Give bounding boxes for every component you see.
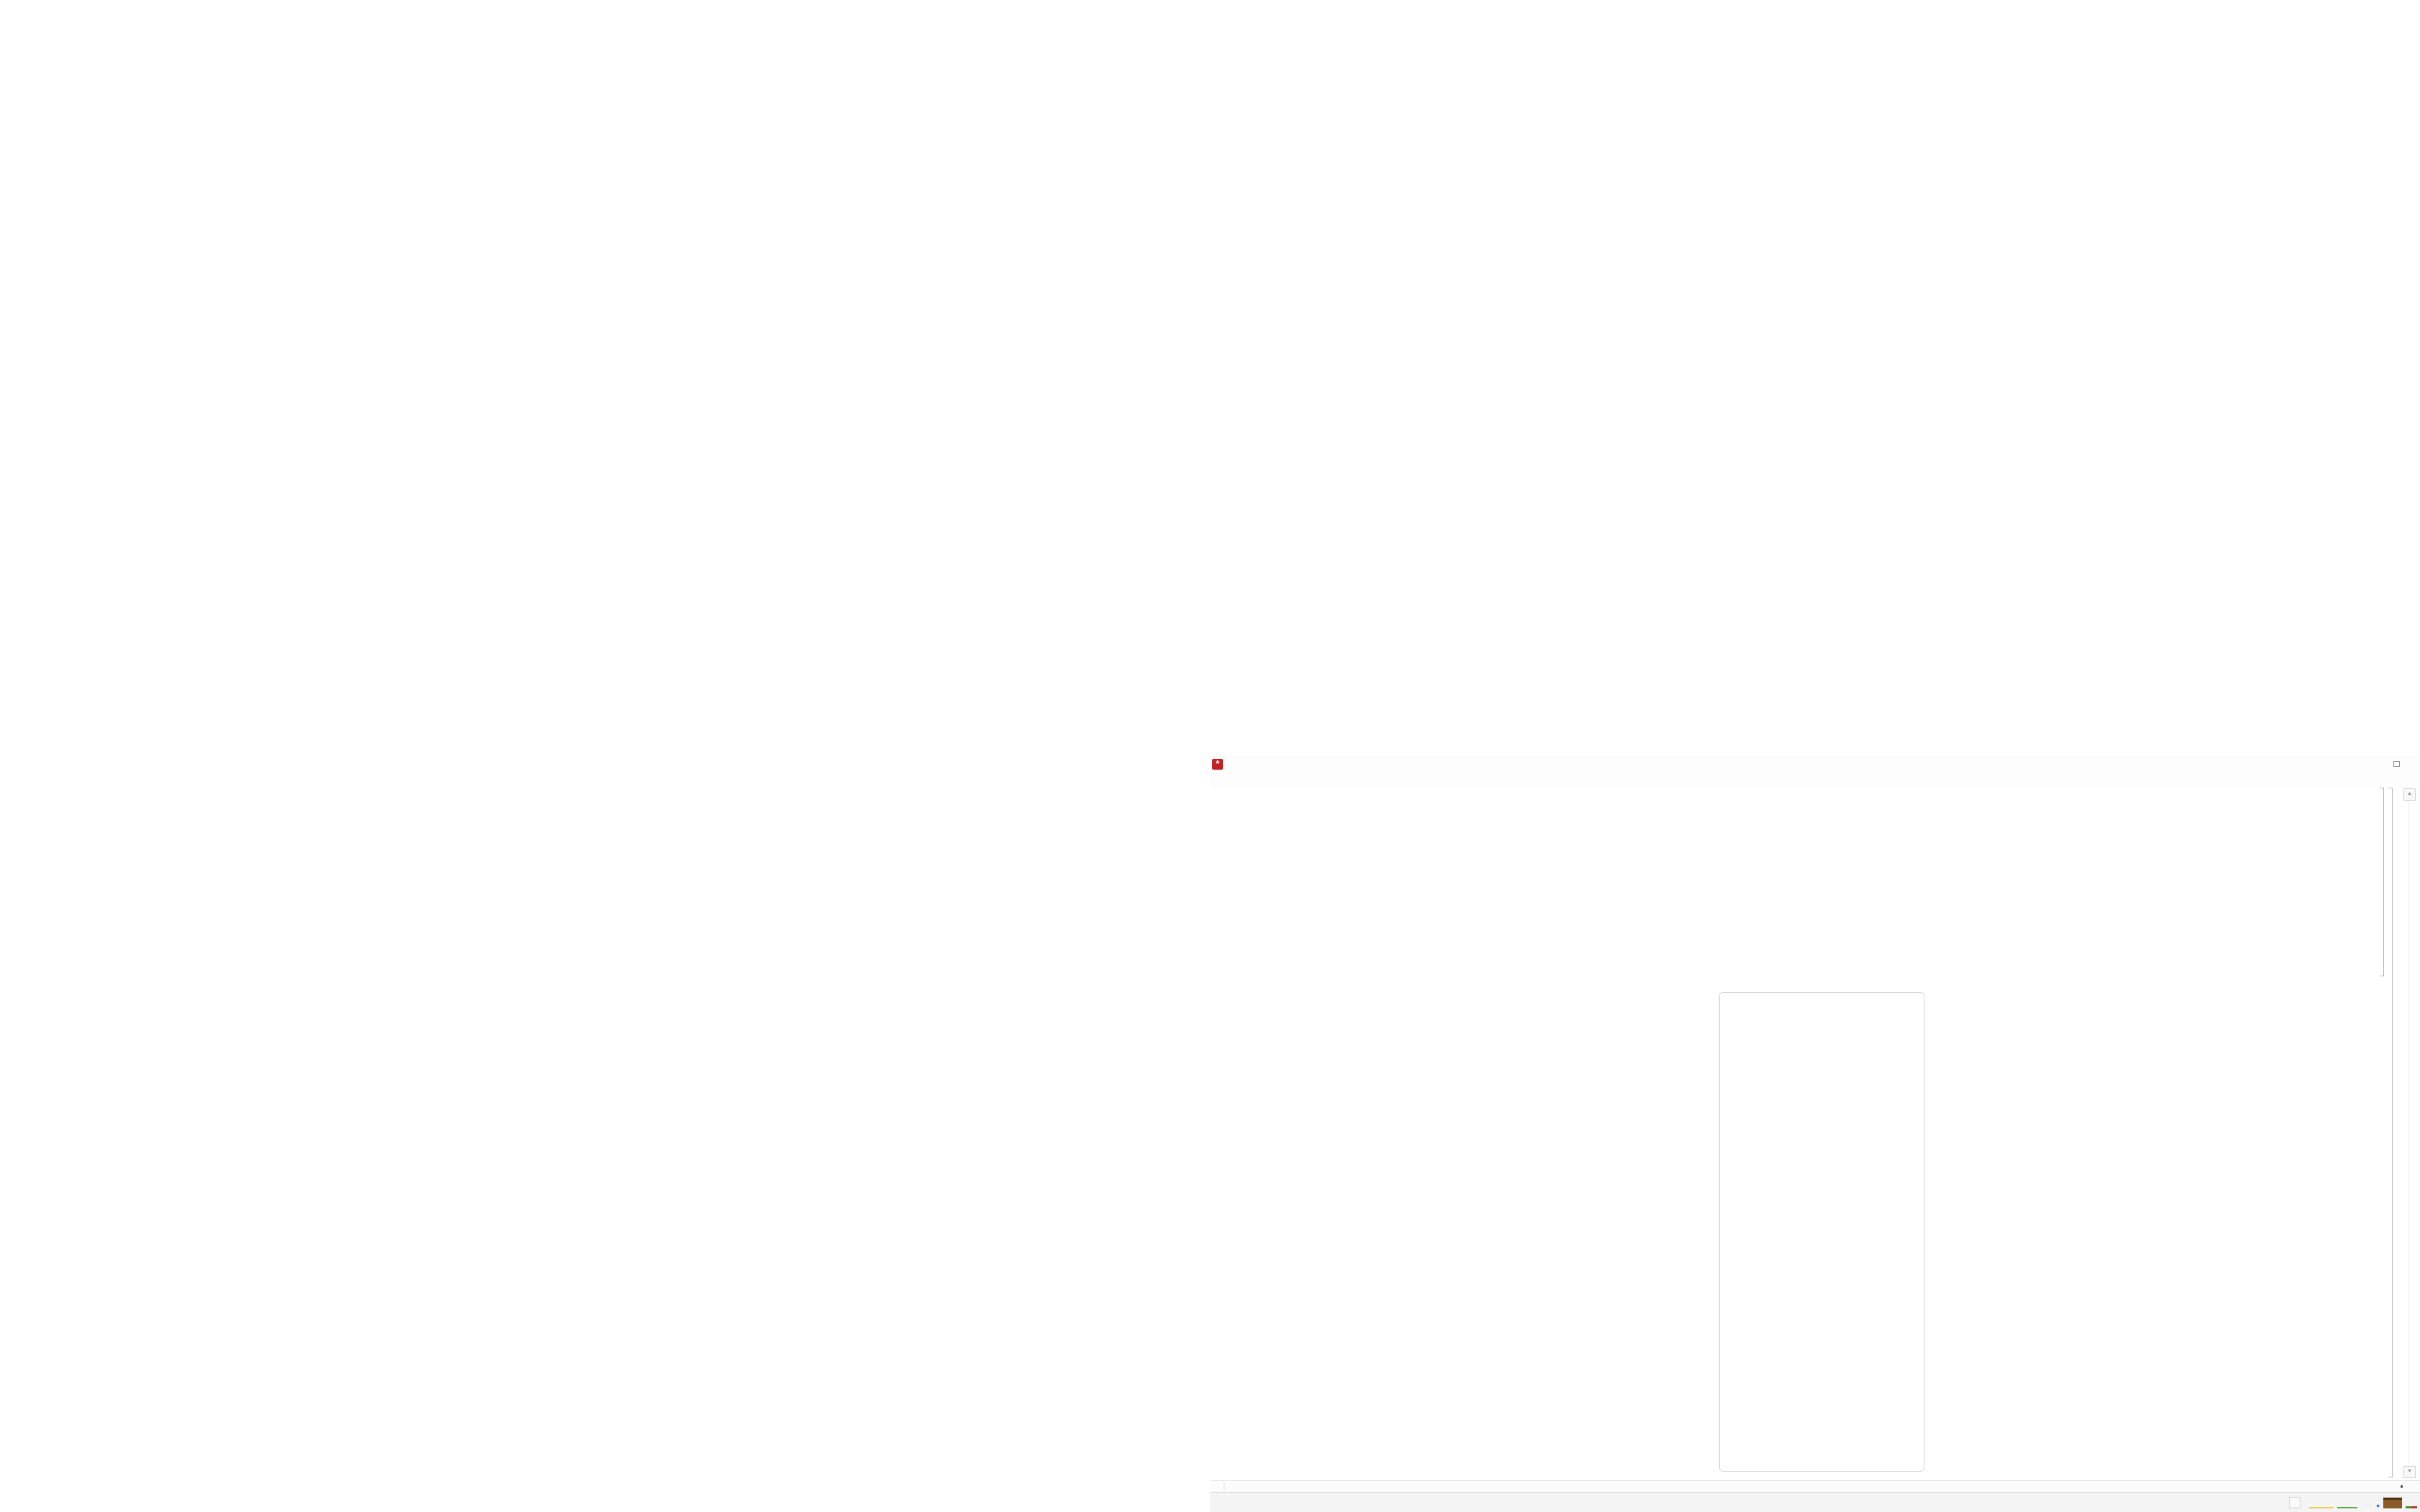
bar-graph-icon [2383,1498,2402,1508]
close-button[interactable] [2406,759,2416,768]
scrollbar-track[interactable] [2408,801,2409,1464]
window-title [1227,760,2374,768]
menu-bar [1210,772,2420,788]
restore-button[interactable] [2391,759,2401,768]
cpu-graph-icon [2309,1507,2334,1508]
mini-graph-icon [2406,1506,2417,1508]
input-cell-bracket[interactable] [2383,788,2384,976]
dots-graph-icon: ···· [2361,1503,2373,1508]
net-graph-icon [2337,1507,2357,1508]
system-tray [2289,1495,2417,1510]
system-monitor-graphs [2309,1497,2417,1508]
tray-chevron-icon[interactable] [2289,1497,2300,1508]
scroll-up-button[interactable]: ▲ [2403,788,2416,801]
taskbar [1210,1492,2420,1512]
status-bar [1210,1480,2420,1493]
window-titlebar[interactable] [1210,756,2420,772]
minimize-button[interactable] [2378,759,2388,768]
scroll-down-button[interactable]: ▼ [2403,1466,2416,1478]
mathematica-desktop-quadrant [1210,756,2420,1512]
restore-icon [2393,761,2400,767]
cell-group-bracket[interactable] [2392,788,2393,1477]
curvature-plot [1725,1124,1919,1340]
fabius-plot [1726,1334,1919,1468]
magnification-popup-icon[interactable]: ▲ [2399,1484,2404,1489]
manipulate-panel [1719,992,1924,1472]
mathematica-spikey-icon: * [1212,759,1223,770]
diamond-icon: ◆ [2376,1504,2380,1508]
